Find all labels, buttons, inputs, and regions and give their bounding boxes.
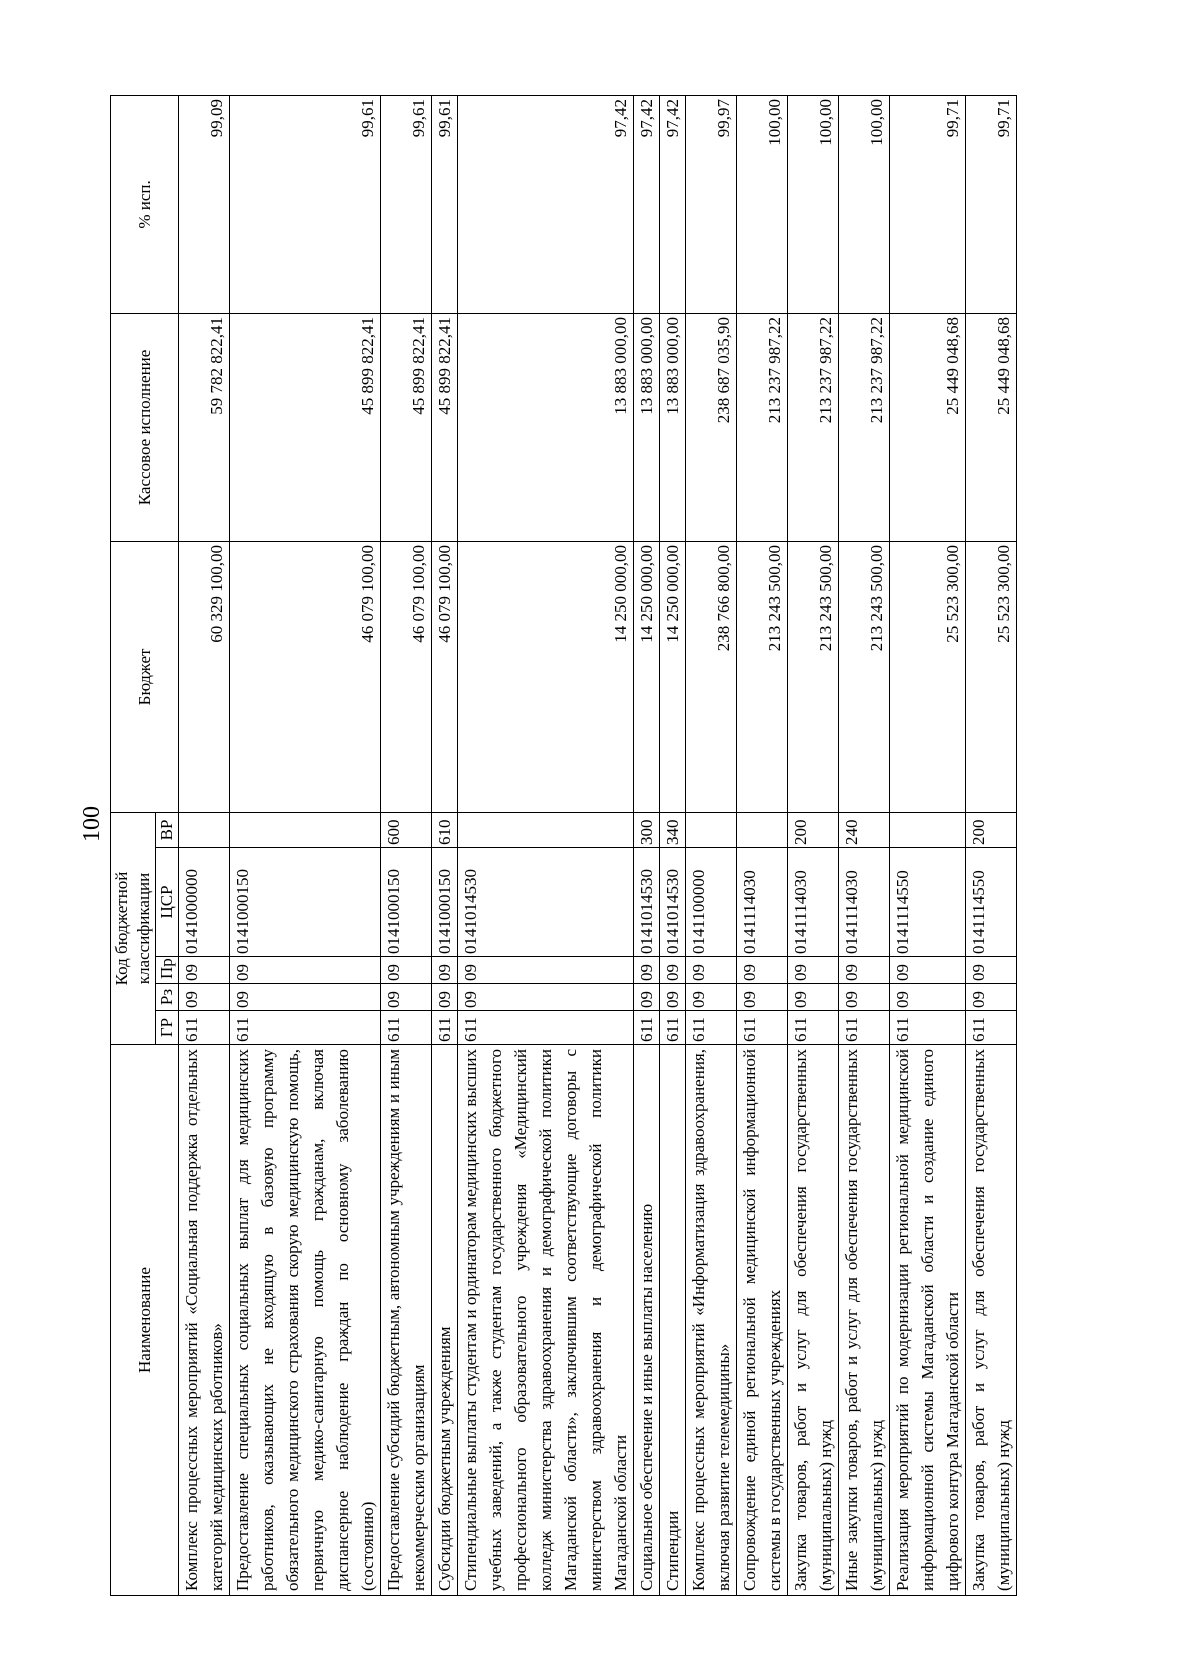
cell-pr: 09 <box>381 957 432 984</box>
cell-gr: 611 <box>458 1011 634 1045</box>
cell-vr <box>686 812 737 847</box>
cell-rz: 09 <box>432 984 458 1011</box>
table-row <box>839 95 890 1595</box>
cell-name: Реализация мероприятий по модернизации региональной медицинской информационной системы Магаданской области и создание единого цифрового контура Магаданской области <box>890 1045 966 1596</box>
cell-budget: 213 243 500,00 <box>839 541 890 812</box>
cell-gr: 611 <box>839 1011 890 1045</box>
cell-gr: 611 <box>890 1011 966 1045</box>
cell-name: Закупка товаров, работ и услуг для обеспечения государственных (муниципальных) нужд <box>966 1045 1017 1596</box>
cell-pr: 09 <box>966 957 1017 984</box>
cell-pr: 09 <box>788 957 839 984</box>
cell-execution: 213 237 987,22 <box>737 313 788 541</box>
cell-percent: 100,00 <box>737 95 788 313</box>
table-row <box>634 95 660 1595</box>
cell-csr: 0141114030 <box>788 848 839 957</box>
cell-csr: 0141000150 <box>381 848 432 957</box>
cell-pr: 09 <box>737 957 788 984</box>
cell-rz: 09 <box>634 984 660 1011</box>
cell-gr: 611 <box>634 1011 660 1045</box>
table-body <box>179 95 1017 1595</box>
cell-rz: 09 <box>839 984 890 1011</box>
cell-name: Комплекс процессных мероприятий «Информатизация здравоохранения, включая развитие телемедицины» <box>686 1045 737 1596</box>
cell-vr: 200 <box>788 812 839 847</box>
cell-budget: 25 523 300,00 <box>966 541 1017 812</box>
cell-gr: 611 <box>179 1011 230 1045</box>
cell-execution: 213 237 987,22 <box>839 313 890 541</box>
cell-gr: 611 <box>737 1011 788 1045</box>
cell-execution: 45 899 822,41 <box>381 313 432 541</box>
table-row <box>686 95 737 1595</box>
cell-vr: 600 <box>381 812 432 847</box>
cell-budget: 14 250 000,00 <box>660 541 686 812</box>
cell-execution: 45 899 822,41 <box>230 313 381 541</box>
cell-percent: 99,97 <box>686 95 737 313</box>
cell-name: Комплекс процессных мероприятий «Социальная поддержка отдельных категорий медицинских работников» <box>179 1045 230 1596</box>
cell-execution: 213 237 987,22 <box>788 313 839 541</box>
header-name: Наименование <box>111 1045 179 1596</box>
cell-name: Стипендии <box>660 1045 686 1596</box>
cell-gr: 611 <box>966 1011 1017 1045</box>
table-row <box>660 95 686 1595</box>
header-percent: % исп. <box>111 95 179 313</box>
cell-percent: 99,61 <box>381 95 432 313</box>
cell-vr: 300 <box>634 812 660 847</box>
table-header <box>111 95 179 1595</box>
table-row <box>381 95 432 1595</box>
cell-rz: 09 <box>890 984 966 1011</box>
cell-name: Субсидии бюджетным учреждениям <box>432 1045 458 1596</box>
cell-budget: 46 079 100,00 <box>230 541 381 812</box>
cell-rz: 09 <box>230 984 381 1011</box>
cell-gr: 611 <box>788 1011 839 1045</box>
cell-percent: 100,00 <box>788 95 839 313</box>
cell-budget: 60 329 100,00 <box>179 541 230 812</box>
header-rz: Рз <box>156 984 179 1011</box>
cell-percent: 97,42 <box>458 95 634 313</box>
cell-pr: 09 <box>179 957 230 984</box>
cell-name: Предоставление субсидий бюджетным, автономным учреждениям и иным некоммерческим организациям <box>381 1045 432 1596</box>
table-row <box>890 95 966 1595</box>
cell-vr: 610 <box>432 812 458 847</box>
cell-pr: 09 <box>686 957 737 984</box>
cell-percent: 99,61 <box>230 95 381 313</box>
cell-budget: 46 079 100,00 <box>381 541 432 812</box>
cell-rz: 09 <box>966 984 1017 1011</box>
cell-execution: 13 883 000,00 <box>634 313 660 541</box>
page-number: 100 <box>79 806 105 842</box>
cell-vr: 340 <box>660 812 686 847</box>
cell-name: Стипендиальные выплаты студентам и ординаторам медицинских высших учебных заведений, а также студентам государственного бюджетного профессионального образовательного учреждения «Медицинский колледж министерства здравоохранения и демографической политики Магаданской области», заключившим соответствующие договоры с министерством здравоохранения и демографической политики Магаданской области <box>458 1045 634 1596</box>
budget-table <box>110 95 1017 1596</box>
cell-execution: 13 883 000,00 <box>458 313 634 541</box>
cell-rz: 09 <box>686 984 737 1011</box>
cell-csr: 0141114030 <box>839 848 890 957</box>
cell-csr: 0141114550 <box>890 848 966 957</box>
cell-budget: 14 250 000,00 <box>634 541 660 812</box>
cell-name: Закупка товаров, работ и услуг для обеспечения государственных (муниципальных) нужд <box>788 1045 839 1596</box>
cell-csr: 0141000150 <box>432 848 458 957</box>
cell-percent: 100,00 <box>839 95 890 313</box>
cell-csr: 0141014530 <box>660 848 686 957</box>
rotated-table-container <box>110 96 1092 1596</box>
cell-budget: 14 250 000,00 <box>458 541 634 812</box>
cell-rz: 09 <box>660 984 686 1011</box>
cell-csr: 0141114550 <box>966 848 1017 957</box>
cell-gr: 611 <box>230 1011 381 1045</box>
cell-gr: 611 <box>686 1011 737 1045</box>
cell-csr: 0141100000 <box>686 848 737 957</box>
cell-gr: 611 <box>660 1011 686 1045</box>
header-code-group: Код бюджетной классификации <box>111 812 156 1044</box>
cell-name: Иные закупки товаров, работ и услуг для обеспечения государственных (муниципальных) нужд <box>839 1045 890 1596</box>
header-budget: Бюджет <box>111 541 179 812</box>
header-execution: Кассовое исполнение <box>111 313 179 541</box>
cell-csr: 0141000000 <box>179 848 230 957</box>
header-pr: Пр <box>156 957 179 984</box>
table-row <box>788 95 839 1595</box>
cell-pr: 09 <box>230 957 381 984</box>
cell-vr <box>737 812 788 847</box>
cell-csr: 0141000150 <box>230 848 381 957</box>
table-row <box>966 95 1017 1595</box>
header-gr: ГР <box>156 1011 179 1045</box>
cell-pr: 09 <box>634 957 660 984</box>
cell-name: Сопровождение единой региональной медицинской информационной системы в государственных учреждениях <box>737 1045 788 1596</box>
cell-csr: 0141014530 <box>634 848 660 957</box>
cell-execution: 25 449 048,68 <box>890 313 966 541</box>
cell-pr: 09 <box>890 957 966 984</box>
cell-vr: 200 <box>966 812 1017 847</box>
cell-csr: 0141014530 <box>458 848 634 957</box>
cell-budget: 213 243 500,00 <box>788 541 839 812</box>
cell-percent: 97,42 <box>634 95 660 313</box>
cell-rz: 09 <box>179 984 230 1011</box>
cell-rz: 09 <box>737 984 788 1011</box>
cell-execution: 45 899 822,41 <box>432 313 458 541</box>
cell-execution: 25 449 048,68 <box>966 313 1017 541</box>
cell-percent: 99,71 <box>890 95 966 313</box>
cell-name: Предоставление специальных социальных выплат для медицинских работников, оказывающих не входящую в базовую программу обязательного медицинского страхования скорую медицинскую помощь, первичную медико-санитарную помощь гражданам, включая диспансерное наблюдение граждан по основному заболеванию (состоянию) <box>230 1045 381 1596</box>
cell-budget: 213 243 500,00 <box>737 541 788 812</box>
cell-budget: 46 079 100,00 <box>432 541 458 812</box>
header-csr: ЦСР <box>156 848 179 957</box>
cell-gr: 611 <box>432 1011 458 1045</box>
cell-vr <box>458 812 634 847</box>
cell-name: Социальное обеспечение и иные выплаты населению <box>634 1045 660 1596</box>
cell-rz: 09 <box>788 984 839 1011</box>
cell-percent: 99,09 <box>179 95 230 313</box>
cell-execution: 13 883 000,00 <box>660 313 686 541</box>
cell-vr <box>890 812 966 847</box>
cell-pr: 09 <box>458 957 634 984</box>
cell-percent: 99,71 <box>966 95 1017 313</box>
cell-pr: 09 <box>660 957 686 984</box>
cell-budget: 238 766 800,00 <box>686 541 737 812</box>
cell-vr: 240 <box>839 812 890 847</box>
cell-percent: 97,42 <box>660 95 686 313</box>
header-vr: ВР <box>156 812 179 847</box>
cell-vr <box>179 812 230 847</box>
cell-rz: 09 <box>458 984 634 1011</box>
table-row <box>432 95 458 1595</box>
cell-execution: 59 782 822,41 <box>179 313 230 541</box>
cell-pr: 09 <box>839 957 890 984</box>
table-row <box>458 95 634 1595</box>
cell-gr: 611 <box>381 1011 432 1045</box>
cell-pr: 09 <box>432 957 458 984</box>
cell-vr <box>230 812 381 847</box>
cell-rz: 09 <box>381 984 432 1011</box>
cell-percent: 99,61 <box>432 95 458 313</box>
cell-budget: 25 523 300,00 <box>890 541 966 812</box>
table-row <box>179 95 230 1595</box>
cell-csr: 0141114030 <box>737 848 788 957</box>
cell-execution: 238 687 035,90 <box>686 313 737 541</box>
table-row <box>230 95 381 1595</box>
table-row <box>737 95 788 1595</box>
